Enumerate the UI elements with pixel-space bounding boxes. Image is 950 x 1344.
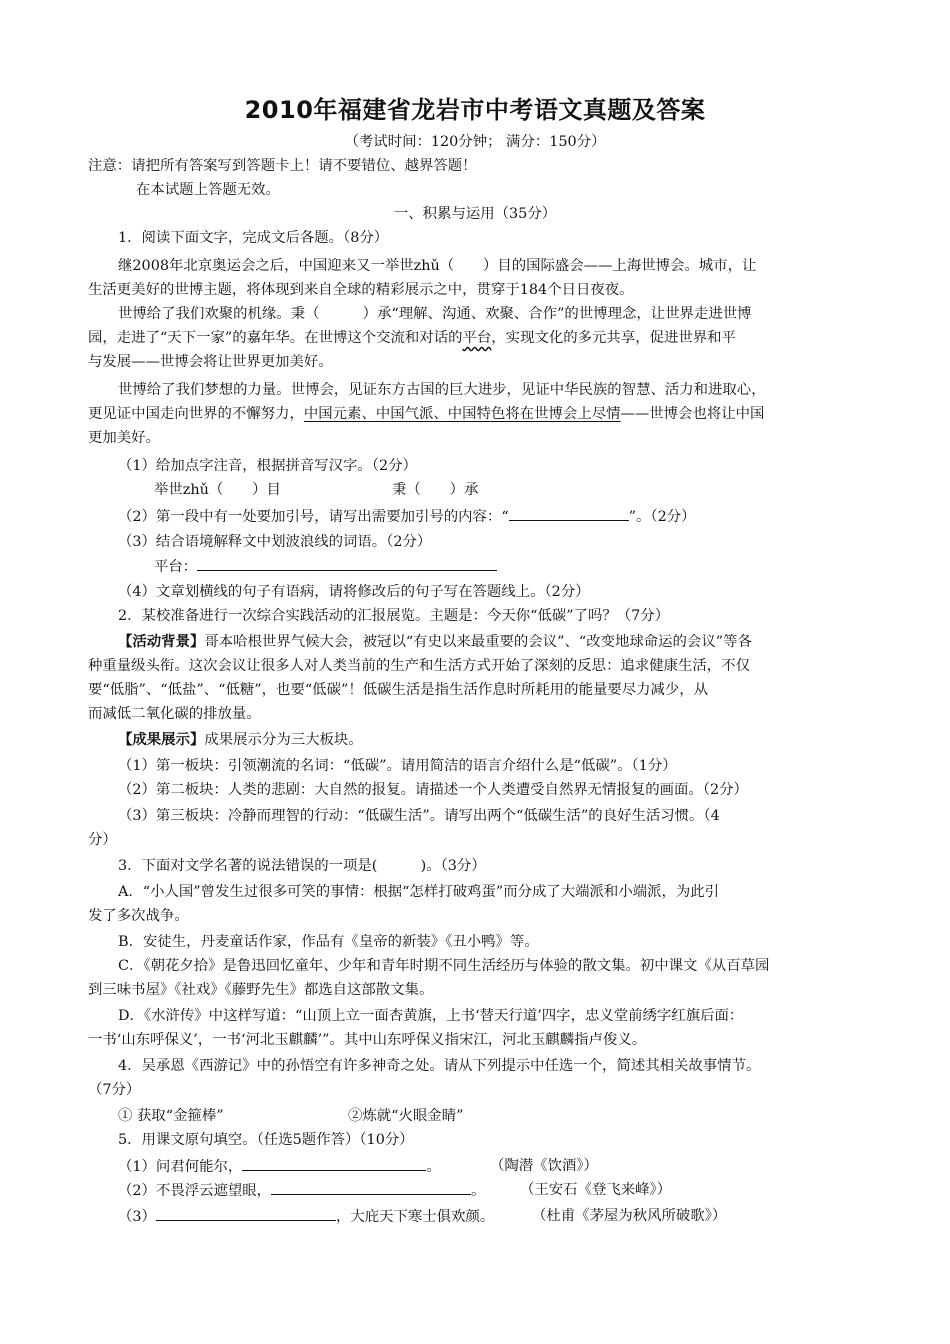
q5-heading: 5．用课文原句填空。（任选5题作答）（10分） (118, 1132, 414, 1148)
q1-paragraph-line: 世博给了我们梦想的力量。世博会，见证东方古国的巨大进步，见证中华民族的智慧、活力和进取心， (118, 382, 766, 398)
q1-paragraph-line: 与发展——世博会将让世界更加美好。 (88, 354, 333, 370)
document-title: 2010年福建省龙岩市中考语文真题及答案 (244, 96, 706, 124)
sub2-text: （2）第一段中有一处要加引号，请写出需要加引号的内容：“ (118, 509, 509, 525)
plain-text: （1）问君何能尔， (118, 1159, 243, 1175)
q1-paragraph-line: 园，走进了“天下一家”的嘉年华。在世博这个交流和对话的平台，实现文化的多元共享，促进世界和平 (88, 330, 736, 346)
underlined-sentence: 中国元素、中国气派、中国特色将在世博会上尽情 (303, 406, 621, 422)
q2-results-line (118, 730, 363, 750)
q5-item-1-source: （陶潜《饮酒》） (490, 1158, 598, 1174)
plain-text: 。 (471, 1183, 486, 1199)
answer-blank[interactable] (242, 1156, 426, 1171)
plain-text: 成果展示分为三大板块。 (204, 732, 363, 748)
answer-blank[interactable] (271, 1180, 471, 1195)
q4-option-2: ②炼就“火眼金睛” (348, 1108, 464, 1124)
q1-paragraph-line: 更加美好。 (88, 430, 160, 446)
plain-text: ，大庇天下寒士俱欢颜。 (335, 1209, 495, 1225)
q3-option-c: C．《朝花夕拾》是鲁迅回忆童年、少年和青年时期不同生活经历与体验的散文集。初中课文《从百草园 (118, 958, 770, 974)
wavy-underlined-word: 平台 (462, 330, 492, 346)
q1-paragraph-line: 世博给了我们欢聚的机缘。秉（ ）承“理解、沟通、欢聚、合作”的世博理念，让世界走进世博 (118, 306, 752, 322)
bracket-label: 【成果展示】 (118, 732, 205, 748)
plain-text: 。 (426, 1159, 441, 1175)
q1-sub3: （3）结合语境解释文中划波浪线的词语。（2分） (118, 534, 432, 550)
answer-blank[interactable] (509, 506, 629, 521)
bracket-label: 【活动背景】 (118, 634, 205, 650)
q1-sub4: （4）文章划横线的句子有语病，请将修改后的句子写在答题线上。（2分） (118, 584, 590, 600)
q1-sub1-item-b: 秉（ ）承 (392, 482, 479, 498)
sub2-text: ”。（2分） (628, 509, 696, 525)
q3-option-a: A．“小人国”曾发生过很多可笑的事情：根据“怎样打破鸡蛋”而分成了大端派和小端派，为此引 (118, 884, 720, 900)
q3-option-d-cont: 一书‘山东呼保义’，一书‘河北玉麒麟’”。其中山东呼保义指宋江，河北玉麒麟指卢俊义。 (88, 1032, 647, 1048)
q3-heading: 3．下面对文学名著的说法错误的一项是( )。（3分） (118, 858, 486, 874)
q1-paragraph-line: 生活更美好的世博主题，将体现到来自全球的精彩展示之中，贯穿于184个日日夜夜。 (88, 282, 634, 298)
exam-info: （考试时间：120分钟； 满分：150分） (344, 134, 606, 150)
notice-line-2: 在本试题上答题无效。 (136, 182, 280, 198)
plain-text: ——世博会也将让中国 (620, 406, 765, 422)
q5-item-2 (118, 1180, 485, 1201)
q5-item-1 (118, 1156, 441, 1177)
answer-blank[interactable] (156, 1206, 336, 1221)
q2-background-line: 而减低二氧化碳的排放量。 (88, 706, 261, 722)
plain-text: （2）不畏浮云遮望眼， (118, 1183, 272, 1199)
q4-heading-cont: （7分） (88, 1082, 141, 1098)
q5-item-2-source: （王安石《登飞来峰》） (520, 1182, 672, 1198)
q2-background-line: 种重量级头衔。这次会议让很多人对人类当前的生产和生活方式开始了深刻的反思：追求健康生活，不仅 (88, 658, 750, 674)
q2-sub3: （3）第三板块：冷静而理智的行动：“低碳生活”。请写出两个“低碳生活”的良好生活习惯。（4 (118, 808, 720, 824)
q3-option-c-cont: 到三味书屋》《社戏》《藤野先生》都选自这部散文集。 (88, 982, 434, 998)
q5-item-3-source: （杜甫《茅屋为秋风所破歌》） (532, 1208, 727, 1224)
q3-option-b: B．安徒生，丹麦童话作家，作品有《皇帝的新装》《丑小鸭》等。 (118, 934, 539, 950)
plain-text: 哥本哈根世界气候大会，被冠以“有史以来最重要的会议”、“改变地球命运的会议”等各 (204, 634, 752, 650)
q1-sub1-item-a: 举世zhǔ（ ）目 (154, 482, 281, 498)
notice-line-1: 注意：请把所有答案写到答题卡上！请不要错位、越界答题！ (88, 158, 477, 174)
q2-sub2: （2）第二板块：人类的悲剧：大自然的报复。请描述一个人类遭受自然界无情报复的画面。（2分） (118, 782, 748, 798)
q5-item-3 (118, 1206, 494, 1227)
plain-text: 更见证中国走向世界的不懈努力， (88, 406, 304, 422)
q2-heading: 2．某校准备进行一次综合实践活动的汇报展览。主题是：今天你“低碳”了吗？（7分） (118, 608, 670, 624)
q4-option-1: ① 获取“金箍棒” (118, 1108, 224, 1124)
q1-sub1: （1）给加点字注音，根据拼音写汉字。（2分） (118, 458, 417, 474)
q2-background-line: 要“低脂”、“低盐”、“低糖”，也要“低碳”！低碳生活是指生活作息时所耗用的能量要尽力减少，从 (88, 682, 709, 698)
q2-background-line (118, 632, 752, 652)
q4-heading: 4．吴承恩《西游记》中的孙悟空有许多神奇之处。请从下列提示中任选一个，简述其相关故事情节。 (118, 1058, 761, 1074)
plain-text: （3） (118, 1209, 156, 1225)
q1-heading: 1．阅读下面文字，完成文后各题。（8分） (118, 230, 389, 246)
q1-paragraph-line: 继2008年北京奥运会之后，中国迎来又一举世zhǔ（ ）目的国际盛会——上海世博会。城市，让 (118, 258, 757, 274)
q2-sub3-cont: 分） (88, 832, 117, 848)
q1-sub2 (118, 506, 696, 527)
q3-option-d: D．《水浒传》中这样写道：“山顶上立一面杏黄旗，上书‘替天行道’四字，忠义堂前绣字红旗后面： (118, 1008, 744, 1024)
answer-blank[interactable] (197, 556, 497, 571)
q3-option-a-cont: 发了多次战争。 (88, 908, 189, 924)
q1-paragraph-line (88, 404, 764, 424)
q2-sub1: （1）第一板块：引领潮流的名词：“低碳”。请用简洁的语言介绍什么是“低碳”。（1分） (118, 758, 677, 774)
q1-sub3-answer (154, 556, 497, 577)
label: 平台： (154, 559, 198, 575)
section-heading: 一、积累与运用（35分） (393, 206, 557, 222)
